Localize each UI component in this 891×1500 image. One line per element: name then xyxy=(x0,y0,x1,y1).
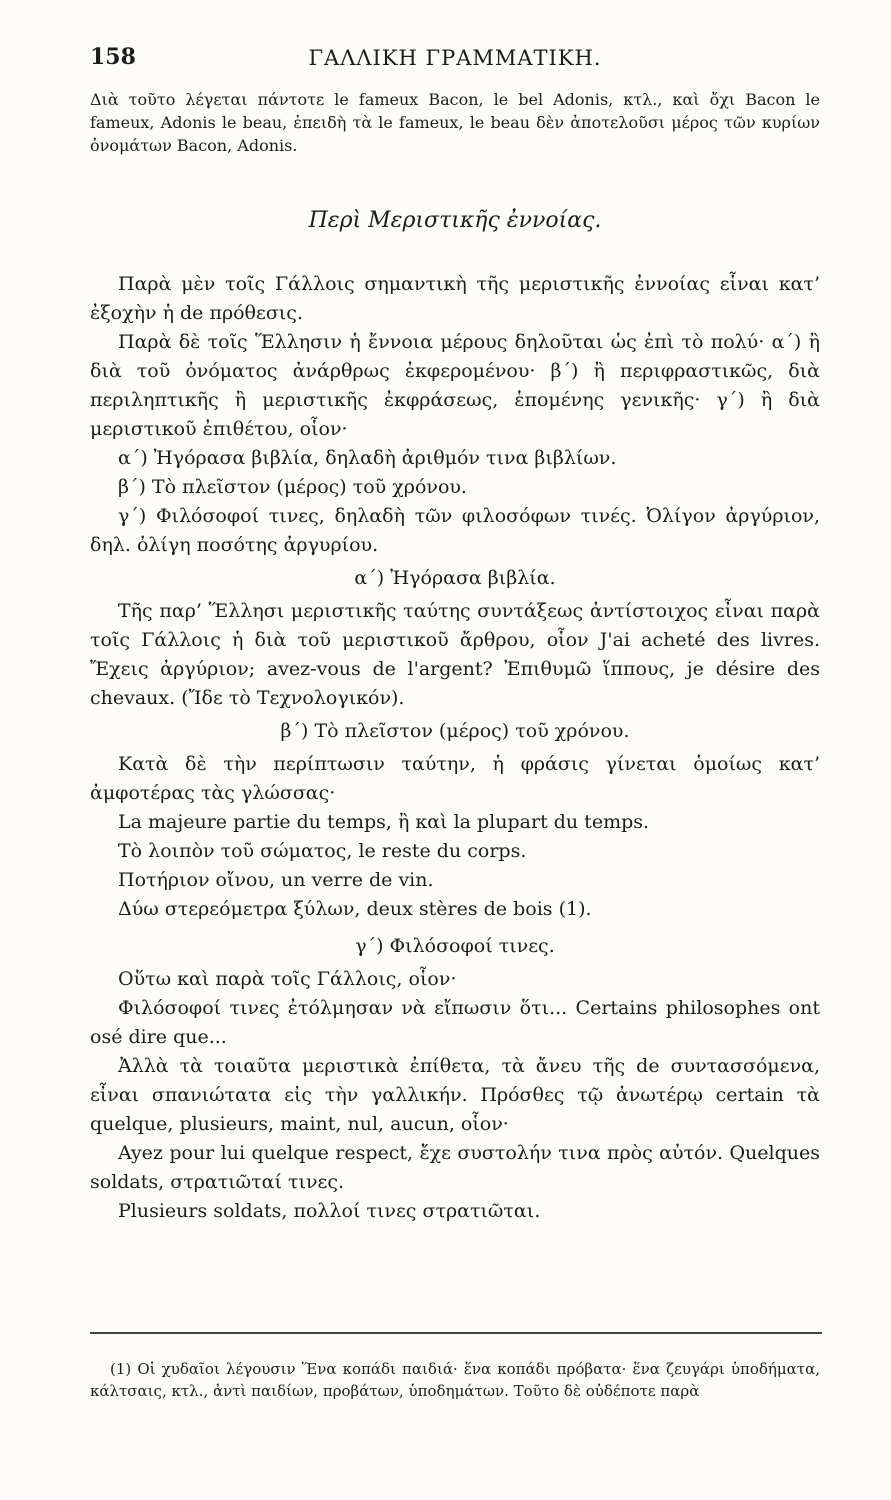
paragraph: Ἀλλὰ τὰ τοιαῦτα μεριστικὰ ἐπίθετα, τὰ ἄνευ τῆς de συντασσόμενα, εἶναι σπανιώτατα εἰς τὴν γαλλικήν. Πρόσθες τῷ ἀνωτέρῳ certain τὰ quelque, plusieurs, maint, nul, aucun, οἷον· xyxy=(90,1055,820,1135)
paragraph: Φιλόσοφοί τινες ἐτόλμησαν νὰ εἴπωσιν ὅτι... Certains philosophes ont osé dire que... xyxy=(90,997,820,1048)
paragraph: Παρὰ δὲ τοῖς Ἕλλησιν ἡ ἔννοια μέρους δηλοῦται ὡς ἐπὶ τὸ πολύ· α΄) ἢ διὰ τοῦ ὀνόματος ἀνάρθρως ἐκφερομένου· β΄) ἢ περιφραστικῶς, διὰ περιληπτικῆς ἢ μεριστικῆς ἐκφράσεως, ἑπομένης γενικῆς· γ΄) ἢ διὰ μεριστικοῦ ἐπιθέτου, οἷον· xyxy=(90,331,820,440)
running-title: ΓΑΛΛΙΚΗ ΓΡΑΜΜΑΤΙΚΗ. xyxy=(308,46,602,70)
paragraph: Τῆς παρ’ Ἕλλησι μεριστικῆς ταύτης συντάξεως ἀντίστοιχος εἶναι παρὰ τοῖς Γάλλοις ἡ διὰ τοῦ μεριστικοῦ ἄρθρου, οἷον J'ai acheté des livres. Ἔχεις ἀργύριον; avez-vous de l'argent? Ἐπιθυμῶ ἵππους, je désire des chevaux. (Ἴδε τὸ Τεχνολογικόν). xyxy=(90,600,820,709)
example-line: Ποτήριον οἴνου, un verre de vin. xyxy=(118,869,434,891)
paragraph: Ayez pour lui quelque respect, ἔχε συστολήν τινα πρὸς αὐτόν. Quelques soldats, στρατιῶταί τινες. xyxy=(90,1142,820,1193)
footnote-divider xyxy=(90,1332,822,1334)
subheading: γ΄) Φιλόσοφοί τινες. xyxy=(355,935,555,957)
example-line: Δύω στερεόμετρα ξύλων, deux stères de bois (1). xyxy=(118,898,592,920)
subheading: β΄) Τὸ πλεῖστον (μέρος) τοῦ χρόνου. xyxy=(280,720,630,742)
intro-paragraph: Διὰ τοῦτο λέγεται πάντοτε le fameux Bacon, le bel Adonis, κτλ., καὶ ὄχι Bacon le fameux, Adonis le beau, ἐπειδὴ τὰ le fameux, le beau δὲν ἀποτελοῦσι μέρος τῶν κυρίων ὀνομάτων Bacon, Adonis. xyxy=(90,90,820,155)
example-line: α΄) Ἠγόρασα βιβλία, δηλαδὴ ἀριθμόν τινα βιβλίων. xyxy=(118,447,617,469)
example-line: Τὸ λοιπὸν τοῦ σώματος, le reste du corps. xyxy=(118,840,527,862)
page-header xyxy=(90,44,820,74)
subheading: α΄) Ἠγόρασα βιβλία. xyxy=(354,567,556,589)
example-line: La majeure partie du temps, ἢ καὶ la plupart du temps. xyxy=(118,811,650,833)
paragraph: Κατὰ δὲ τὴν περίπτωσιν ταύτην, ἡ φράσις γίνεται ὁμοίως κατ’ ἀμφοτέρας τὰς γλώσσας· xyxy=(90,753,820,804)
paragraph: Plusieurs soldats, πολλοί τινες στρατιῶται. xyxy=(118,1200,541,1222)
main-text xyxy=(90,270,820,1226)
paragraph: Οὕτω καὶ παρὰ τοῖς Γάλλοις, οἷον· xyxy=(118,968,457,990)
paragraph: Παρὰ μὲν τοῖς Γάλλοις σημαντικὴ τῆς μεριστικῆς ἐννοίας εἶναι κατ’ ἐξοχὴν ἡ de πρόθεσις. xyxy=(90,273,820,324)
section-heading: Περὶ Μεριστικῆς ἐννοίας. xyxy=(308,208,602,233)
page-number: 158 xyxy=(90,44,136,70)
example-line: γ΄) Φιλόσοφοί τινες, δηλαδὴ τῶν φιλοσόφων τινές. Ὀλίγον ἀργύριον, δηλ. ὀλίγη ποσότης ἀργυρίου. xyxy=(90,505,820,556)
example-line: β΄) Τὸ πλεῖστον (μέρος) τοῦ χρόνου. xyxy=(118,476,467,498)
footnote: (1) Οἱ χυδαῖοι λέγουσιν Ἕνα κοπάδι παιδιά· ἕνα κοπάδι πρόβατα· ἕνα ζευγάρι ὑποδήματα, κάλτσαις, κτλ., ἀντὶ παιδίων, προβάτων, ὑποδημάτων. Τοῦτο δὲ οὐδέποτε παρὰ xyxy=(90,1360,820,1400)
